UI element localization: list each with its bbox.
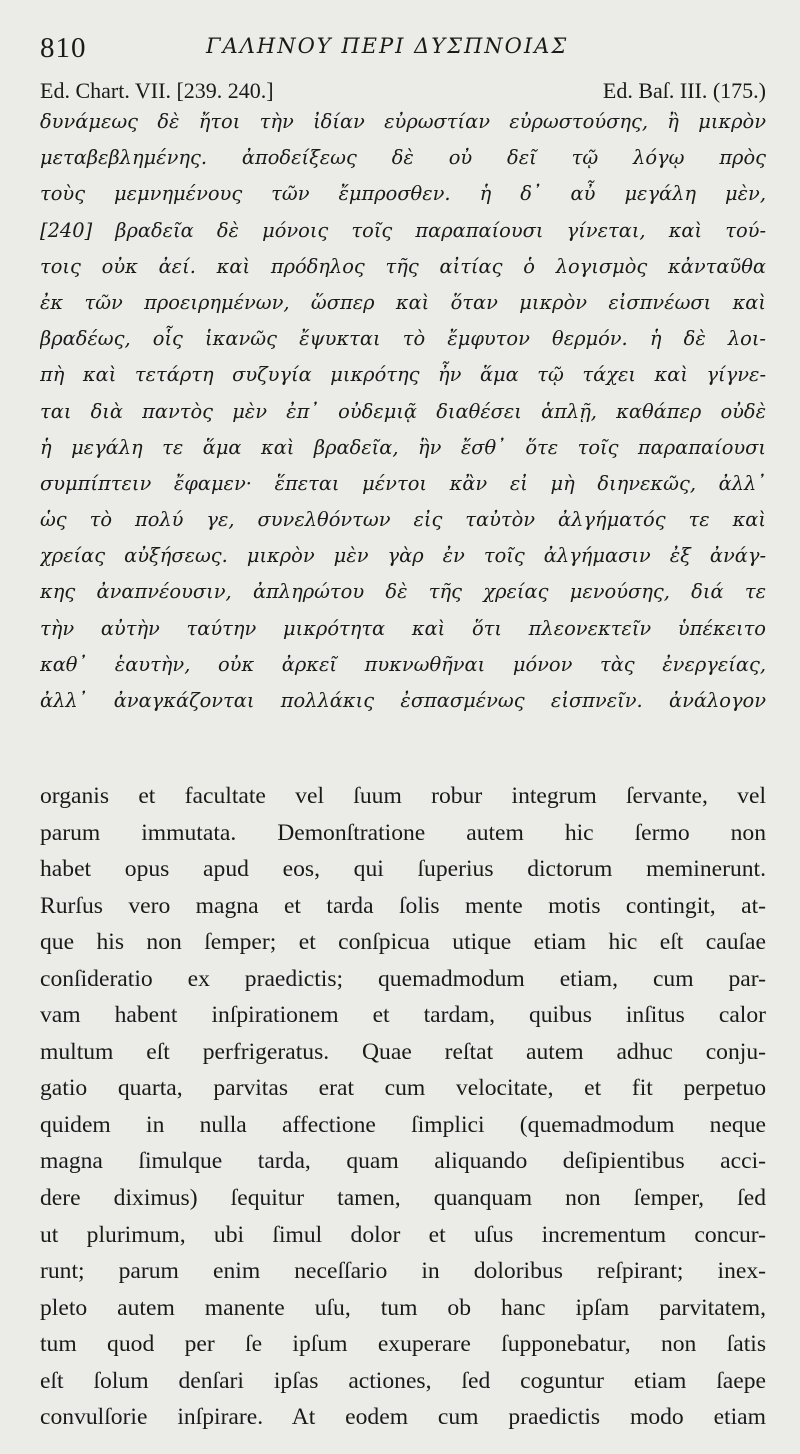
latin-text-line: eſt ſolum denſari ipſas actiones, ſed coguntur etiam ſaepe — [40, 1367, 766, 1394]
greek-text-line: [240] βραδεῖα δὲ μόνοις τοῖς παραπαίουσι γίνεται, καὶ τού- — [40, 218, 766, 242]
latin-text-line: habet opus apud eos, qui ſuperius dictorum meminerunt. — [40, 856, 766, 883]
latin-text-line: ut plurimum, ubi ſimul dolor et uſus incrementum concur- — [40, 1221, 766, 1248]
latin-text-line: dere diximus) ſequitur tamen, quanquam non ſemper, ſed — [40, 1185, 766, 1212]
latin-text-line: tum quod per ſe ipſum exuperare ſupponebatur, non ſatis — [40, 1331, 766, 1358]
edition-chartier-reference: Ed. Chart. VII. [239. 240.] — [40, 78, 274, 103]
page-header — [38, 28, 768, 68]
latin-text-line: magna ſimulque tarda, quam aliquando deſipientibus acci- — [40, 1148, 766, 1175]
page-number: 810 — [40, 32, 87, 64]
latin-text-line: organis et facultate vel ſuum robur integrum ſervante, vel — [40, 783, 766, 809]
greek-text-line: βραδέως, οἷς ἱκανῶς ἔψυκται τὸ ἔμφυτον θερμόν. ἡ δὲ λοι- — [40, 327, 766, 351]
greek-text-line: μεταβεβλημένης. ἀποδείξεως δὲ οὐ δεῖ τῷ λόγῳ πρὸς — [40, 146, 766, 170]
latin-text-line: pleto autem manente uſu, tum ob hanc ipſam parvitatem, — [40, 1294, 766, 1321]
greek-text-line: τοις οὐκ ἀεί. καὶ πρόδηλος τῆς αἰτίας ὁ λογισμὸς κἀνταῦθα — [40, 254, 766, 278]
latin-text-line: quidem in nulla affectione ſimplici (quemadmodum neque — [40, 1111, 766, 1138]
greek-text-line: πὴ καὶ τετάρτη συζυγία μικρότης ἦν ἅμα τῷ τάχει καὶ γίγνε- — [40, 363, 766, 387]
latin-text-line: vam habent inſpirationem et tardam, quibus inſitus calor — [40, 1002, 766, 1029]
greek-text-block — [40, 104, 766, 719]
greek-text-line: ὡς τὸ πολύ γε, συνελθόντων εἰς ταὐτὸν ἀλγήματός τε καὶ — [40, 508, 766, 532]
latin-text-line: Rurſus vero magna et tarda ſolis mente motis contingit, at- — [40, 892, 766, 919]
greek-text-line: συμπίπτειν ἔφαμεν· ἕπεται μέντοι κἂν εἰ μὴ διηνεκῶς, ἀλλ᾽ — [40, 471, 766, 495]
running-title: ΓΑΛΗΝΟΥ ΠΕΡΙ ΔΥΣΠΝΟΙΑΣ — [206, 34, 569, 58]
latin-text-line: runt; parum enim neceſſario in doloribus reſpirant; inex- — [40, 1258, 766, 1285]
greek-text-line: ται διὰ παντὸς μὲν ἐπ᾽ οὐδεμιᾷ διαθέσει ἁπλῇ, καθάπερ οὐδὲ — [40, 399, 766, 423]
greek-text-line: ἐκ τῶν προειρημένων, ὥσπερ καὶ ὅταν μικρὸν εἰσπνέωσι καὶ — [40, 290, 766, 314]
latin-text-block — [40, 778, 766, 1436]
greek-text-line: χρείας αὐξήσεως. μικρὸν μὲν γὰρ ἐν τοῖς ἀλγήμασιν ἐξ ἀνάγ- — [40, 544, 766, 568]
greek-text-line: δυνάμεως δὲ ἤτοι τὴν ἰδίαν εὐρωστίαν εὐρωστούσης, ἢ μικρὸν — [40, 110, 766, 133]
latin-text-line: que his non ſemper; et conſpicua utique etiam hic eſt cauſae — [40, 929, 766, 956]
latin-text-line: convulſorie inſpirare. At eodem cum praedictis modo etiam — [40, 1404, 766, 1431]
greek-text-line: τὴν αὐτὴν ταύτην μικρότητα καὶ ὅτι πλεονεκτεῖν ὑπέκειτο — [40, 616, 766, 640]
edition-basel-reference: Ed. Baſ. III. (175.) — [602, 78, 766, 103]
latin-text-line: gatio quarta, parvitas erat cum velocitate, et fit perpetuo — [40, 1075, 766, 1102]
latin-text-line: conſideratio ex praedictis; quemadmodum etiam, cum par- — [40, 965, 766, 992]
greek-text-line: ἀλλ᾽ ἀναγκάζονται πολλάκις ἐσπασμένως εἰσπνεῖν. ἀνάλογον — [40, 689, 766, 712]
greek-text-line: τοὺς μεμνημένους τῶν ἔμπροσθεν. ἡ δ᾽ αὖ μεγάλη μὲν, — [40, 182, 766, 206]
greek-text-line: κης ἀναπνέουσιν, ἀπληρώτου δὲ τῆς χρείας μενούσης, διά τε — [40, 580, 766, 604]
greek-text-line: καθ᾽ ἑαυτὴν, οὐκ ἀρκεῖ πυκνωθῆναι μόνον τὰς ἐνεργείας, — [40, 652, 766, 676]
greek-text-line: ἡ μεγάλη τε ἅμα καὶ βραδεῖα, ἣν ἔσθ᾽ ὅτε τοῖς παραπαίουσι — [40, 435, 766, 459]
latin-text-line: parum immutata. Demonſtratione autem hic ſermo non — [40, 819, 766, 846]
latin-text-line: multum eſt perfrigeratus. Quae reſtat autem adhuc conju- — [40, 1038, 766, 1065]
